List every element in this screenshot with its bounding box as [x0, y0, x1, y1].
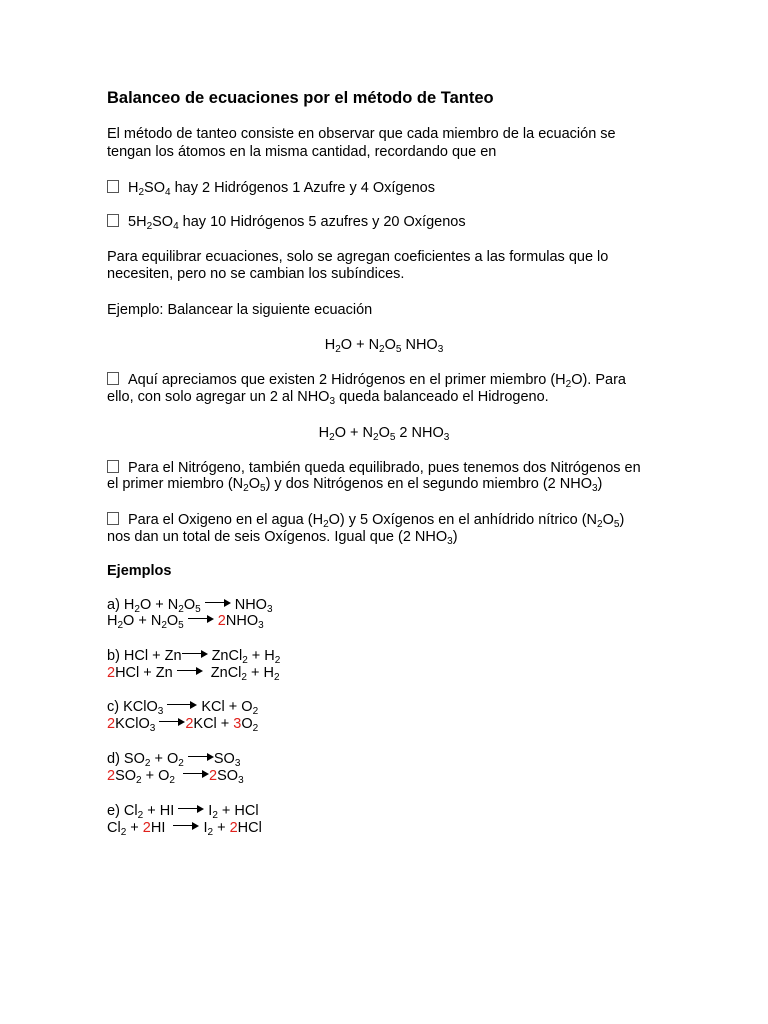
point2-line-1: [107, 460, 641, 477]
bullet-icon: [107, 214, 119, 227]
example-a-balanced: $H_2O + N_2O_5$ $2NHO_3$: [107, 613, 264, 631]
bullet-icon: [107, 460, 119, 473]
arrow-icon: [205, 598, 231, 608]
point1-line-2: ello, con solo agregar un 2 al $NHO_3$ queda balanceado el Hidrogeno.: [107, 389, 549, 407]
point1-text-b: O). Para: [571, 372, 626, 388]
equation-unbalanced: $H_2O + N_2O_5$ $NHO_3$: [324, 337, 444, 355]
coefficient: 2: [107, 665, 116, 681]
bullet-icon: [107, 372, 119, 385]
example-d-balanced: $2SO_2 + O_2$ $2SO_3$: [107, 768, 244, 786]
arrow-icon: [159, 717, 185, 727]
coefficient: 2: [229, 820, 238, 836]
example-e-balanced: $Cl_2 + 2HI$ $I_2 + 2HCl$: [107, 820, 262, 838]
para2-line-1: Para equilibrar ecuaciones, solo se agregan coeficientes a las formulas que lo: [107, 249, 609, 265]
intro-line-2: tengan los átomos en la misma cantidad, recordando que en: [107, 144, 497, 160]
bullet-h2so4: $H_2SO_4$ hay 2 Hidrógenos 1 Azufre y 4 Oxígenos: [107, 180, 435, 197]
coefficient: 2: [142, 820, 151, 836]
coefficient: 2: [217, 613, 226, 629]
example-label-a: a): [107, 597, 120, 613]
bullet-5h2so4-text: hay 10 Hidrógenos 5 azufres y 20 Oxígenos: [182, 214, 466, 230]
example-label-c: c): [107, 699, 120, 715]
bullet-h2so4-text: hay 2 Hidrógenos 1 Azufre y 4 Oxígenos: [174, 180, 435, 196]
point3-text-c: ): [619, 512, 625, 528]
example-label-d: d): [107, 751, 120, 767]
point1-line-1: Aquí apreciamos que existen 2 Hidrógenos en el primer miembro $(H_2O)$. Para: [107, 372, 626, 389]
point2-text-b: el primer miembro (N: [107, 476, 244, 492]
example-c-unbalanced: c) KClO$_3$ KCl + $O_2$: [107, 699, 259, 717]
point2-text-a: Para el Nitrógeno, también queda equilibrado, pues tenemos dos Nitrógenos en: [128, 460, 641, 476]
examples-heading: Ejemplos: [107, 563, 172, 579]
coefficient: 3: [233, 716, 242, 732]
intro-line-1: El método de tanteo consiste en observar que cada miembro de la ecuación se: [107, 126, 616, 142]
para2-line-2: necesiten, pero no se cambian los subíndices.: [107, 266, 405, 282]
point3-text-a: Para el Oxigeno en el agua (H: [128, 512, 324, 528]
bullet-icon: [107, 512, 119, 525]
bullet-5h2so4: $5H_2SO_4$ hay 10 Hidrógenos 5 azufres y 20 Oxígenos: [107, 214, 466, 231]
point2-line-2: el primer miembro $(N_2O_5)$ y dos Nitrógenos en el segundo miembro (2 $NHO_3$): [107, 476, 603, 494]
example-d-unbalanced: d) $SO_2 + O_2$ $SO_3$: [107, 751, 241, 769]
arrow-icon: [177, 666, 203, 676]
point3-line-1: Para el Oxigeno en el agua $(H_2O)$ y 5 Oxígenos en el anhídrido nítrico $(N_2O_5)$: [107, 512, 624, 529]
page-title: Balanceo de ecuaciones por el método de Tanteo: [107, 89, 494, 107]
example-b-balanced: 2HCl + Zn ZnCl$_2$ + $H_2$: [107, 665, 280, 683]
coefficient: 2: [209, 768, 218, 784]
point1-text-c: ello, con solo agregar un 2 al NHO: [107, 389, 330, 405]
point2-text-d: ): [597, 476, 603, 492]
example-label-b: b): [107, 648, 120, 664]
arrow-icon: [167, 700, 197, 710]
point3-line-2: nos dan un total de seis Oxígenos. Igual que (2 $NHO_3$): [107, 529, 458, 547]
point1-text-a: Aquí apreciamos que existen 2 Hidrógenos en el primer miembro (H: [128, 372, 566, 388]
bullet-icon: [107, 180, 119, 193]
bullet-coefficient: 5: [128, 214, 137, 230]
arrow-icon: [182, 649, 208, 659]
example-label-e: e): [107, 803, 120, 819]
example-e-unbalanced: e) $Cl_2$ + HI $I_2$ + HCl: [107, 803, 259, 821]
point3-text-b: O) y 5 Oxígenos en el anhídrido nítrico (N: [328, 512, 598, 528]
example-label: Ejemplo: Balancear la siguiente ecuación: [107, 302, 373, 318]
arrow-icon: [183, 769, 209, 779]
coefficient: 2: [107, 716, 116, 732]
arrow-icon: [188, 614, 214, 624]
example-a-unbalanced: a) $H_2O + N_2O_5$ $NHO_3$: [107, 597, 273, 615]
point2-text-c: ) y dos Nitrógenos en el segundo miembro (2 NHO: [265, 476, 592, 492]
coefficient: 2: [185, 716, 194, 732]
point3-text-e: ): [452, 529, 458, 545]
arrow-icon: [173, 821, 199, 831]
example-c-balanced: 2KClO$_3$ $2KCl + 3O_2$: [107, 716, 259, 734]
point3-text-d: nos dan un total de seis Oxígenos. Igual que (2 NHO: [107, 529, 448, 545]
equation-balanced-h: $H_2O + N_2O_5$ 2 $NHO_3$: [318, 425, 450, 443]
coefficient: 2: [107, 768, 116, 784]
point1-text-d: queda balanceado el Hidrogeno.: [339, 389, 549, 405]
example-b-unbalanced: b) HCl + Zn ZnCl$_2$ + $H_2$: [107, 648, 281, 666]
arrow-icon: [188, 752, 214, 762]
arrow-icon: [178, 804, 204, 814]
